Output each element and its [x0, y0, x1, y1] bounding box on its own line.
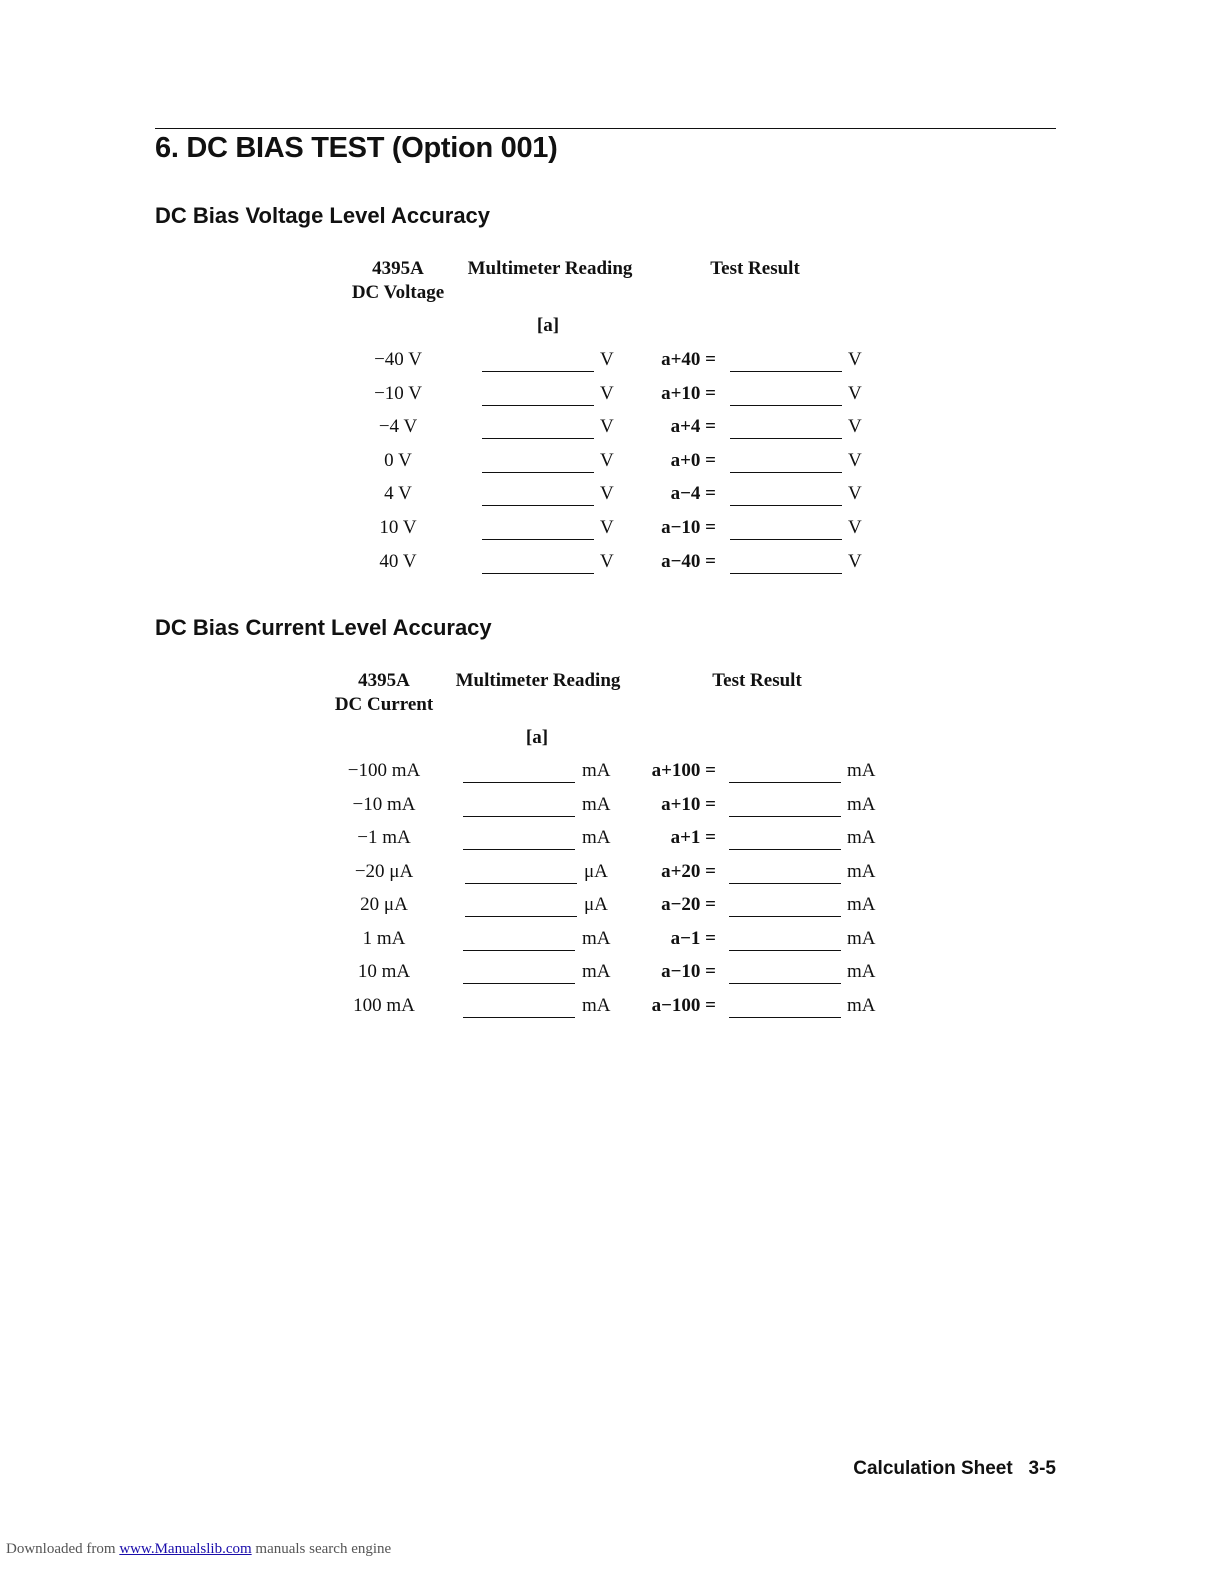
- reading-blank[interactable]: [482, 573, 594, 574]
- voltage-col1-line1: 4395A: [372, 258, 424, 279]
- row-setting: −1 mA: [357, 827, 411, 848]
- row-setting: −20 μA: [354, 860, 414, 882]
- current-col3-header: Test Result: [712, 670, 802, 691]
- row-unit: mA: [582, 994, 611, 1016]
- reading-blank[interactable]: [463, 983, 575, 984]
- result-blank[interactable]: [730, 438, 842, 439]
- manualslib-link[interactable]: www.Manualslib.com: [119, 1541, 252, 1557]
- row-setting: 10 mA: [357, 961, 411, 982]
- row-formula: a−1 =: [670, 927, 716, 949]
- result-blank[interactable]: [730, 472, 842, 473]
- reading-blank[interactable]: [482, 371, 594, 372]
- row-formula: a+0 =: [670, 449, 716, 471]
- header-rule: [155, 128, 1056, 129]
- download-prefix: Downloaded from: [6, 1541, 120, 1557]
- reading-blank[interactable]: [482, 472, 594, 473]
- voltage-heading: DC Bias Voltage Level Accuracy: [155, 203, 491, 228]
- row-formula: a+10 =: [661, 793, 716, 815]
- reading-blank[interactable]: [482, 539, 594, 540]
- row-unit: μA: [584, 860, 608, 882]
- row-result-unit: V: [848, 483, 862, 505]
- result-blank[interactable]: [730, 505, 842, 506]
- voltage-col3-header: Test Result: [710, 258, 800, 279]
- row-unit: V: [600, 550, 614, 572]
- row-setting: 1 mA: [362, 927, 406, 949]
- result-blank[interactable]: [729, 782, 841, 783]
- row-formula: a−100 =: [651, 994, 716, 1016]
- row-formula: a+1 =: [670, 827, 716, 848]
- page-footer: Calculation Sheet 3-5: [853, 1458, 1056, 1479]
- row-result-unit: mA: [847, 894, 876, 915]
- current-col1-line2: DC Current: [334, 694, 434, 715]
- row-result-unit: mA: [847, 927, 876, 949]
- row-setting: 40 V: [379, 550, 417, 572]
- row-result-unit: mA: [847, 994, 876, 1016]
- result-blank[interactable]: [730, 405, 842, 406]
- reading-blank[interactable]: [463, 950, 575, 951]
- row-setting: 10 V: [379, 517, 417, 538]
- voltage-ref: [a]: [536, 315, 560, 336]
- row-formula: a−10 =: [661, 961, 716, 982]
- result-blank[interactable]: [729, 916, 841, 917]
- row-setting: 4 V: [384, 483, 412, 505]
- row-setting: 0 V: [384, 449, 412, 471]
- section-title: 6. DC BIAS TEST (Option 001): [155, 132, 558, 164]
- row-unit: mA: [582, 927, 611, 949]
- reading-blank[interactable]: [482, 405, 594, 406]
- row-formula: a−40 =: [661, 550, 716, 572]
- row-unit: V: [600, 349, 614, 370]
- row-result-unit: mA: [847, 760, 876, 781]
- row-result-unit: V: [848, 449, 862, 471]
- row-result-unit: V: [848, 517, 862, 538]
- row-result-unit: V: [848, 416, 862, 438]
- result-blank[interactable]: [730, 371, 842, 372]
- row-unit: V: [600, 517, 614, 538]
- row-result-unit: mA: [847, 961, 876, 982]
- row-unit: V: [600, 449, 614, 471]
- row-result-unit: V: [848, 349, 862, 370]
- row-formula: a−20 =: [661, 894, 716, 915]
- row-formula: a+100 =: [651, 760, 716, 781]
- row-formula: a+4 =: [670, 416, 716, 438]
- reading-blank[interactable]: [463, 1017, 575, 1018]
- result-blank[interactable]: [730, 573, 842, 574]
- result-blank[interactable]: [729, 883, 841, 884]
- row-formula: a−10 =: [661, 517, 716, 538]
- current-col1-line1: 4395A: [358, 670, 410, 691]
- result-blank[interactable]: [729, 849, 841, 850]
- row-unit: V: [600, 483, 614, 505]
- download-note: [6, 1541, 391, 1558]
- row-formula: a+20 =: [661, 860, 716, 882]
- result-blank[interactable]: [729, 983, 841, 984]
- row-result-unit: V: [848, 382, 862, 404]
- reading-blank[interactable]: [463, 816, 575, 817]
- row-setting: −40 V: [374, 349, 422, 370]
- row-unit: V: [600, 416, 614, 438]
- row-setting: 100 mA: [353, 994, 415, 1016]
- result-blank[interactable]: [729, 950, 841, 951]
- reading-blank[interactable]: [482, 438, 594, 439]
- row-unit: mA: [582, 760, 611, 781]
- row-setting: −10 mA: [352, 793, 416, 815]
- download-suffix: manuals search engine: [251, 1541, 392, 1557]
- row-result-unit: mA: [847, 827, 876, 848]
- row-setting: 20 μA: [360, 894, 408, 915]
- row-setting: −4 V: [378, 416, 418, 438]
- row-result-unit: mA: [847, 793, 876, 815]
- row-unit: mA: [582, 793, 611, 815]
- row-formula: a−4 =: [670, 483, 716, 505]
- reading-blank[interactable]: [463, 849, 575, 850]
- row-unit: mA: [582, 961, 611, 982]
- reading-blank[interactable]: [465, 883, 577, 884]
- result-blank[interactable]: [729, 1017, 841, 1018]
- row-unit: mA: [582, 827, 611, 848]
- voltage-col2-header: Multimeter Reading: [467, 258, 633, 279]
- current-col2-header: Multimeter Reading: [455, 670, 621, 691]
- row-unit: μA: [584, 894, 608, 915]
- row-formula: a+10 =: [661, 382, 716, 404]
- row-result-unit: V: [848, 550, 862, 572]
- reading-blank[interactable]: [465, 916, 577, 917]
- current-ref: [a]: [525, 727, 549, 748]
- current-heading: DC Bias Current Level Accuracy: [155, 615, 492, 640]
- row-setting: −10 V: [374, 382, 422, 404]
- row-unit: V: [600, 382, 614, 404]
- reading-blank[interactable]: [482, 505, 594, 506]
- voltage-col1-line2: DC Voltage: [351, 282, 445, 303]
- row-result-unit: mA: [847, 860, 876, 882]
- row-formula: a+40 =: [661, 349, 716, 370]
- reading-blank[interactable]: [463, 782, 575, 783]
- result-blank[interactable]: [730, 539, 842, 540]
- result-blank[interactable]: [729, 816, 841, 817]
- row-setting: −100 mA: [347, 760, 421, 781]
